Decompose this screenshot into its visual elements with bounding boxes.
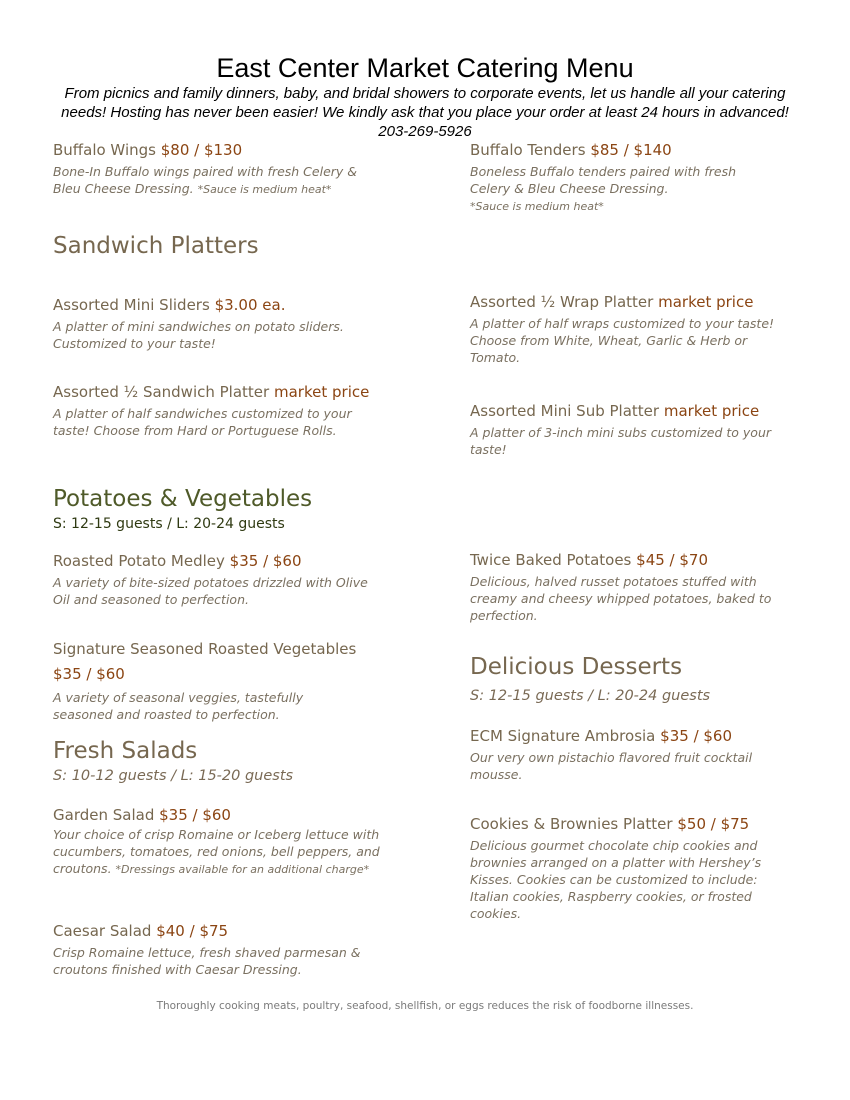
item-note: *Dressings available for an additional charge*	[115, 863, 370, 876]
menu-item-buffalo-tenders	[470, 139, 805, 215]
item-title	[53, 139, 388, 161]
menu-item-twice-baked	[470, 549, 805, 624]
item-price: $3.00 ea.	[214, 296, 286, 314]
menu-item-mini-sliders	[53, 294, 388, 352]
item-description: Delicious gourmet chocolate chip cookies and brownies arranged on a platter with Hershey’s Kisses. Cookies can be customized to include: Italian cookies, Raspberry cookies, or frosted cookies.	[470, 838, 762, 921]
item-price: $80 / $130	[160, 141, 243, 159]
item-name: Assorted ½ Sandwich Platter	[53, 383, 270, 401]
item-title	[53, 294, 388, 316]
item-description: A variety of seasonal veggies, tastefully seasoned and roasted to perfection.	[53, 690, 304, 722]
item-name: Assorted Mini Sub Platter	[470, 402, 660, 420]
desc-text: Boneless Buffalo tenders paired with fresh Celery & Bleu Cheese Dressing.	[470, 164, 736, 196]
item-title	[470, 139, 805, 161]
item-description: A variety of bite-sized potatoes drizzled with Olive Oil and seasoned to perfection.	[53, 575, 368, 607]
section-heading-salads: Fresh Salads	[53, 738, 198, 764]
item-title	[53, 920, 388, 942]
item-name: Assorted ½ Wrap Platter	[470, 293, 654, 311]
menu-item-potato-medley	[53, 550, 388, 608]
item-title	[53, 804, 388, 826]
section-heading-sandwich: Sandwich Platters	[53, 233, 259, 259]
section-serving-sizes: S: 12-15 guests / L: 20-24 guests	[53, 516, 285, 532]
item-name: Signature Seasoned Roasted Vegetables	[53, 640, 357, 658]
item-name: Buffalo Tenders	[470, 141, 586, 159]
item-title	[470, 291, 805, 313]
menu-item-buffalo-wings	[53, 139, 388, 198]
item-description	[470, 163, 780, 215]
desc-text: Your choice of crisp Romaine or Iceberg lettuce with cucumbers, tomatoes, red onions, bell peppers, and croutons.	[53, 827, 380, 876]
item-description: Our very own pistachio flavored fruit cocktail mousse.	[470, 750, 753, 782]
section-serving-sizes: S: 10-12 guests / L: 15-20 guests	[53, 768, 294, 784]
intro-text	[50, 84, 800, 141]
item-note: *Sauce is medium heat*	[197, 183, 332, 196]
item-price: $85 / $140	[590, 141, 672, 159]
menu-item-garden-salad	[53, 804, 388, 878]
item-price: $35 / $60	[229, 552, 302, 570]
menu-item-wrap-platter	[470, 291, 805, 366]
item-name: Assorted Mini Sliders	[53, 296, 210, 314]
item-price: $35 / $60	[660, 727, 733, 745]
section-heading-potatoes: Potatoes & Vegetables	[53, 486, 313, 512]
item-description	[53, 163, 383, 198]
menu-item-ambrosia	[470, 725, 805, 783]
desc-text: Bone-In Buffalo wings paired with fresh Celery & Bleu Cheese Dressing.	[53, 164, 358, 196]
item-price: $50 / $75	[677, 815, 750, 833]
item-name: Twice Baked Potatoes	[470, 551, 632, 569]
item-price: market price	[658, 293, 754, 311]
item-title	[53, 550, 388, 572]
menu-item-mini-sub-platter	[470, 400, 805, 458]
section-heading-desserts: Delicious Desserts	[470, 654, 683, 680]
item-name: Garden Salad	[53, 806, 155, 824]
item-description: A platter of mini sandwiches on potato sliders. Customized to your taste!	[53, 319, 344, 351]
item-title	[470, 400, 805, 422]
item-name: Buffalo Wings	[53, 141, 156, 159]
item-description: A platter of half wraps customized to your taste! Choose from White, Wheat, Garlic & Herb or Tomato.	[470, 316, 775, 365]
item-name: Roasted Potato Medley	[53, 552, 225, 570]
item-title	[470, 813, 805, 835]
item-name: Cookies & Brownies Platter	[470, 815, 673, 833]
item-name: Caesar Salad	[53, 922, 152, 940]
item-description: A platter of half sandwiches customized to your taste! Choose from Hard or Portuguese Rolls.	[53, 406, 352, 438]
menu-item-caesar-salad	[53, 920, 388, 978]
menu-item-roasted-vegetables	[53, 637, 388, 723]
item-price: $45 / $70	[636, 551, 709, 569]
item-description: A platter of 3-inch mini subs customized to your taste!	[470, 425, 772, 457]
item-name: ECM Signature Ambrosia	[470, 727, 656, 745]
item-note: *Sauce is medium heat*	[470, 200, 604, 213]
item-title	[470, 725, 805, 747]
item-price: $35 / $60	[53, 665, 125, 683]
item-description: Crisp Romaine lettuce, fresh shaved parmesan & croutons finished with Caesar Dressing.	[53, 945, 361, 977]
item-price: market price	[663, 402, 760, 420]
intro-message: From picnics and family dinners, baby, and bridal showers to corporate events, let us handle all your catering needs! Hosting has never been easier! We kindly ask that you place your order at least 24 hours in advanced!	[61, 85, 789, 121]
item-title	[53, 381, 388, 403]
item-description	[53, 826, 383, 878]
menu-item-sandwich-platter	[53, 381, 388, 439]
item-price: $40 / $75	[156, 922, 229, 940]
section-serving-sizes: S: 12-15 guests / L: 20-24 guests	[470, 688, 711, 704]
item-description: Delicious, halved russet potatoes stuffed with creamy and cheesy whipped potatoes, baked to perfection.	[470, 574, 772, 623]
menu-item-cookies-brownies	[470, 813, 805, 922]
page-title: East Center Market Catering Menu	[216, 53, 634, 83]
item-price: $35 / $60	[159, 806, 231, 824]
item-title	[53, 637, 373, 687]
phone-number: 203-269-5926	[378, 123, 472, 140]
item-price: market price	[274, 383, 370, 401]
food-safety-footer: Thoroughly cooking meats, poultry, seafood, shellfish, or eggs reduces the risk of foodborne illnesses.	[156, 1000, 694, 1012]
item-title	[470, 549, 805, 571]
